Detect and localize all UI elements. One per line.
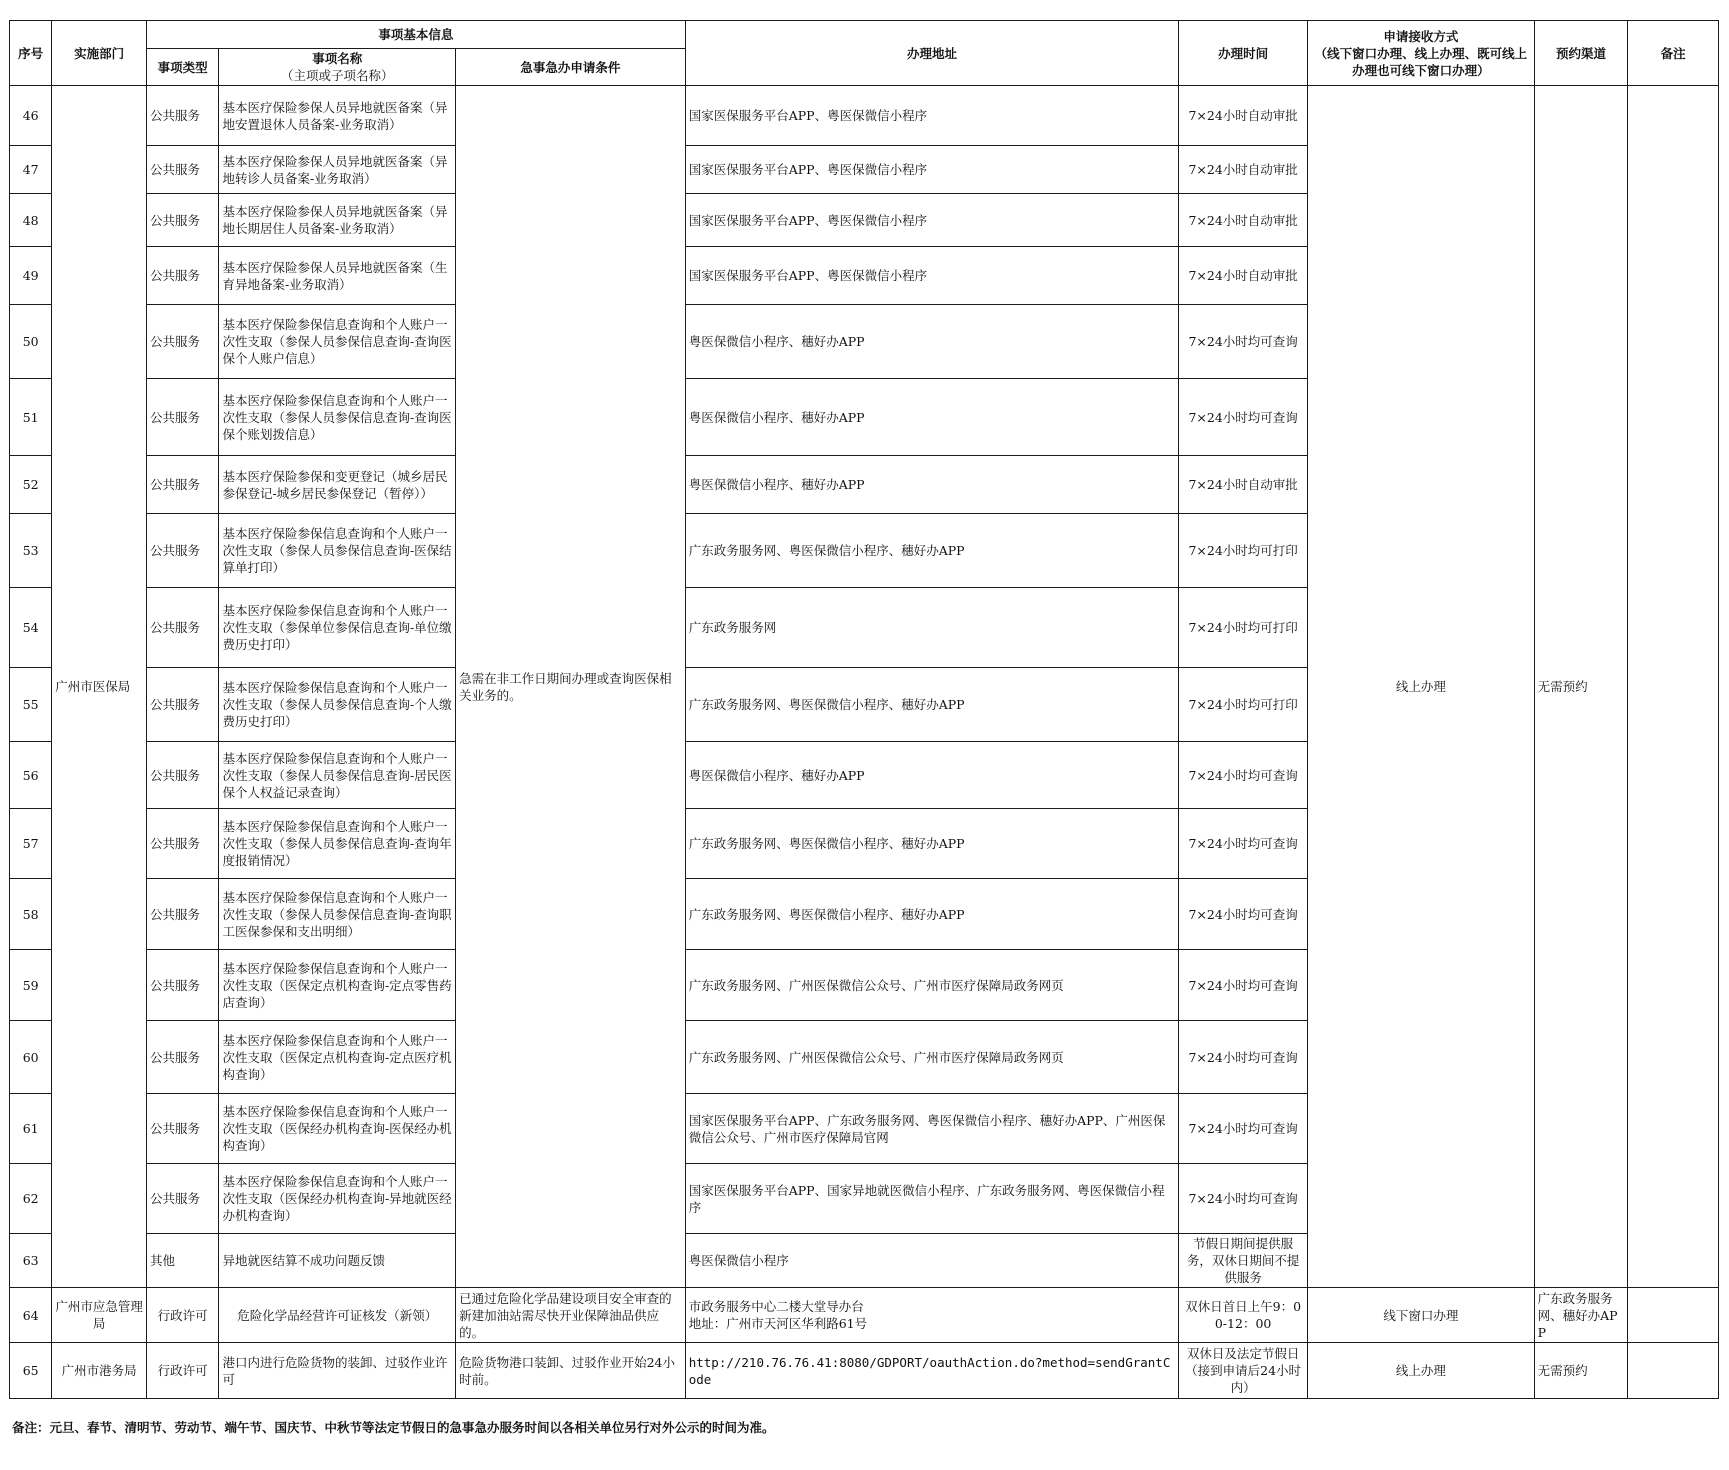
cell-address: 粤医保微信小程序、穗好办APP bbox=[685, 742, 1178, 809]
cell-type: 公共服务 bbox=[146, 305, 219, 379]
address-line1: 市政务服务中心二楼大堂导办台 bbox=[688, 1299, 864, 1314]
header-time: 办理时间 bbox=[1179, 21, 1308, 86]
cell-type: 公共服务 bbox=[146, 514, 219, 588]
cell-condition: 急需在非工作日期间办理或查询医保相关业务的。 bbox=[456, 86, 686, 1288]
cell-seq: 64 bbox=[10, 1288, 52, 1343]
cell-address: 粤医保微信小程序、穗好办APP bbox=[685, 379, 1178, 456]
header-remark: 备注 bbox=[1628, 21, 1719, 86]
cell-seq: 50 bbox=[10, 305, 52, 379]
cell-time: 7×24小时均可查询 bbox=[1179, 809, 1308, 879]
cell-address: 国家医保服务平台APP、粤医保微信小程序 bbox=[685, 146, 1178, 194]
cell-type: 公共服务 bbox=[146, 146, 219, 194]
cell-address: 国家医保服务平台APP、国家异地就医微信小程序、广东政务服务网、粤医保微信小程序 bbox=[685, 1164, 1178, 1234]
cell-type: 公共服务 bbox=[146, 1021, 219, 1094]
cell-dept: 广州市港务局 bbox=[52, 1343, 147, 1399]
cell-name: 基本医疗保险参保信息查询和个人账户一次性支取（参保人员参保信息查询-居民医保个人权益记录查询） bbox=[219, 742, 456, 809]
cell-time: 7×24小时均可查询 bbox=[1179, 1164, 1308, 1234]
cell-address: 国家医保服务平台APP、粤医保微信小程序 bbox=[685, 247, 1178, 305]
cell-type: 公共服务 bbox=[146, 247, 219, 305]
cell-name: 基本医疗保险参保信息查询和个人账户一次性支取（医保定点机构查询-定点零售药店查询） bbox=[219, 950, 456, 1021]
cell-name: 基本医疗保险参保信息查询和个人账户一次性支取（医保经办机构查询-医保经办机构查询） bbox=[219, 1094, 456, 1164]
cell-type: 公共服务 bbox=[146, 588, 219, 668]
cell-address: 广东政务服务网、广州医保微信公众号、广州市医疗保障局政务网页 bbox=[685, 950, 1178, 1021]
cell-type: 公共服务 bbox=[146, 809, 219, 879]
cell-address: 国家医保服务平台APP、粤医保微信小程序 bbox=[685, 194, 1178, 247]
cell-seq: 63 bbox=[10, 1234, 52, 1288]
cell-type: 公共服务 bbox=[146, 950, 219, 1021]
header-address: 办理地址 bbox=[685, 21, 1178, 86]
cell-type: 公共服务 bbox=[146, 456, 219, 514]
cell-remark bbox=[1628, 1343, 1719, 1399]
cell-remark bbox=[1628, 86, 1719, 1288]
cell-type: 公共服务 bbox=[146, 379, 219, 456]
cell-type: 公共服务 bbox=[146, 194, 219, 247]
cell-time: 7×24小时均可查询 bbox=[1179, 305, 1308, 379]
cell-name: 基本医疗保险参保信息查询和个人账户一次性支取（参保人员参保信息查询-个人缴费历史打印） bbox=[219, 668, 456, 742]
cell-time: 7×24小时均可查询 bbox=[1179, 950, 1308, 1021]
cell-remark bbox=[1628, 1288, 1719, 1343]
cell-channel: 广东政务服务网、穗好办APP bbox=[1534, 1288, 1628, 1343]
cell-seq: 55 bbox=[10, 668, 52, 742]
cell-seq: 48 bbox=[10, 194, 52, 247]
footnote: 备注：元旦、春节、清明节、劳动节、端午节、国庆节、中秋节等法定节假日的急事急办服务时间以各相关单位另行对外公示的时间为准。 bbox=[12, 1420, 775, 1435]
cell-seq: 57 bbox=[10, 809, 52, 879]
cell-seq: 53 bbox=[10, 514, 52, 588]
header-name bbox=[219, 49, 456, 86]
header-channel: 预约渠道 bbox=[1534, 21, 1628, 86]
cell-type: 公共服务 bbox=[146, 668, 219, 742]
cell-seq: 52 bbox=[10, 456, 52, 514]
table-body bbox=[10, 86, 1719, 1399]
cell-dept: 广州市医保局 bbox=[52, 86, 147, 1288]
cell-time: 7×24小时均可查询 bbox=[1179, 1094, 1308, 1164]
cell-address-link[interactable]: http://210.76.76.41:8080/GDPORT/oauthAction.do?method=sendGrantCode bbox=[685, 1343, 1178, 1399]
cell-address: 广东政务服务网、粤医保微信小程序、穗好办APP bbox=[685, 668, 1178, 742]
header-name-main: 事项名称 bbox=[312, 51, 363, 66]
cell-address: 粤医保微信小程序、穗好办APP bbox=[685, 305, 1178, 379]
cell-time: 7×24小时自动审批 bbox=[1179, 86, 1308, 146]
cell-address: 广东政务服务网、广州医保微信公众号、广州市医疗保障局政务网页 bbox=[685, 1021, 1178, 1094]
cell-type: 公共服务 bbox=[146, 1094, 219, 1164]
cell-channel: 无需预约 bbox=[1534, 86, 1628, 1288]
cell-name: 基本医疗保险参保人员异地就医备案（异地安置退休人员备案-业务取消） bbox=[219, 86, 456, 146]
cell-method: 线上办理 bbox=[1308, 86, 1535, 1288]
table-row bbox=[10, 1343, 1719, 1399]
header-seq: 序号 bbox=[10, 21, 52, 86]
cell-time: 7×24小时均可打印 bbox=[1179, 588, 1308, 668]
address-line2: 地址：广州市天河区华利路61号 bbox=[688, 1316, 868, 1331]
cell-time: 7×24小时自动审批 bbox=[1179, 194, 1308, 247]
cell-seq: 62 bbox=[10, 1164, 52, 1234]
cell-time: 7×24小时均可查询 bbox=[1179, 379, 1308, 456]
cell-address: 广东政务服务网、粤医保微信小程序、穗好办APP bbox=[685, 514, 1178, 588]
cell-address: 国家医保服务平台APP、粤医保微信小程序 bbox=[685, 86, 1178, 146]
cell-seq: 59 bbox=[10, 950, 52, 1021]
header-type: 事项类型 bbox=[146, 49, 219, 86]
cell-seq: 46 bbox=[10, 86, 52, 146]
cell-seq: 49 bbox=[10, 247, 52, 305]
cell-name: 危险化学品经营许可证核发（新领） bbox=[219, 1288, 456, 1343]
header-method bbox=[1308, 21, 1535, 86]
cell-seq: 61 bbox=[10, 1094, 52, 1164]
cell-type: 公共服务 bbox=[146, 879, 219, 950]
cell-time: 7×24小时均可打印 bbox=[1179, 514, 1308, 588]
cell-time: 7×24小时自动审批 bbox=[1179, 456, 1308, 514]
table-row bbox=[10, 86, 1719, 146]
cell-name: 基本医疗保险参保和变更登记（城乡居民参保登记-城乡居民参保登记（暂停）） bbox=[219, 456, 456, 514]
header-method-line1: 申请接收方式 bbox=[1383, 28, 1459, 44]
table-row bbox=[10, 1288, 1719, 1343]
cell-condition: 危险货物港口装卸、过驳作业开始24小时前。 bbox=[456, 1343, 686, 1399]
cell-name: 基本医疗保险参保人员异地就医备案（异地转诊人员备案-业务取消） bbox=[219, 146, 456, 194]
cell-seq: 65 bbox=[10, 1343, 52, 1399]
cell-type: 行政许可 bbox=[146, 1288, 219, 1343]
cell-name: 基本医疗保险参保信息查询和个人账户一次性支取（参保人员参保信息查询-查询医保个账划拨信息） bbox=[219, 379, 456, 456]
cell-address: 粤医保微信小程序、穗好办APP bbox=[685, 456, 1178, 514]
cell-time: 双休日及法定节假日（接到申请后24小时内） bbox=[1179, 1343, 1308, 1399]
cell-address: 广东政务服务网 bbox=[685, 588, 1178, 668]
cell-name: 基本医疗保险参保人员异地就医备案（生育异地备案-业务取消） bbox=[219, 247, 456, 305]
cell-dept: 广州市应急管理局 bbox=[52, 1288, 147, 1343]
cell-address: 粤医保微信小程序 bbox=[685, 1234, 1178, 1288]
cell-condition: 已通过危险化学品建设项目安全审查的新建加油站需尽快开业保障油品供应的。 bbox=[456, 1288, 686, 1343]
cell-address: 广东政务服务网、粤医保微信小程序、穗好办APP bbox=[685, 879, 1178, 950]
cell-name: 基本医疗保险参保信息查询和个人账户一次性支取（医保经办机构查询-异地就医经办机构查询） bbox=[219, 1164, 456, 1234]
cell-time: 节假日期间提供服务，双休日期间不提供服务 bbox=[1179, 1234, 1308, 1288]
cell-name: 港口内进行危险货物的装卸、过驳作业许可 bbox=[219, 1343, 456, 1399]
cell-time: 双休日首日上午9：00-12：00 bbox=[1179, 1288, 1308, 1343]
cell-seq: 47 bbox=[10, 146, 52, 194]
cell-type: 其他 bbox=[146, 1234, 219, 1288]
cell-address: 国家医保服务平台APP、广东政务服务网、粤医保微信小程序、穗好办APP、广州医保微信公众号、广州市医疗保障局官网 bbox=[685, 1094, 1178, 1164]
cell-type: 公共服务 bbox=[146, 86, 219, 146]
cell-type: 行政许可 bbox=[146, 1343, 219, 1399]
cell-seq: 60 bbox=[10, 1021, 52, 1094]
cell-seq: 51 bbox=[10, 379, 52, 456]
cell-method: 线下窗口办理 bbox=[1308, 1288, 1535, 1343]
cell-address bbox=[685, 1288, 1178, 1343]
cell-seq: 58 bbox=[10, 879, 52, 950]
cell-type: 公共服务 bbox=[146, 1164, 219, 1234]
cell-method: 线上办理 bbox=[1308, 1343, 1535, 1399]
header-name-sub: （主项或子项名称） bbox=[281, 68, 394, 83]
service-table bbox=[9, 20, 1719, 1399]
cell-name: 基本医疗保险参保信息查询和个人账户一次性支取（医保定点机构查询-定点医疗机构查询） bbox=[219, 1021, 456, 1094]
cell-address: 广东政务服务网、粤医保微信小程序、穗好办APP bbox=[685, 809, 1178, 879]
cell-name: 基本医疗保险参保信息查询和个人账户一次性支取（参保单位参保信息查询-单位缴费历史打印） bbox=[219, 588, 456, 668]
header-condition: 急事急办申请条件 bbox=[456, 49, 686, 86]
cell-name: 异地就医结算不成功问题反馈 bbox=[219, 1234, 456, 1288]
cell-name: 基本医疗保险参保信息查询和个人账户一次性支取（参保人员参保信息查询-查询年度报销情况） bbox=[219, 809, 456, 879]
cell-time: 7×24小时均可查询 bbox=[1179, 742, 1308, 809]
cell-time: 7×24小时自动审批 bbox=[1179, 146, 1308, 194]
cell-time: 7×24小时均可打印 bbox=[1179, 668, 1308, 742]
cell-seq: 54 bbox=[10, 588, 52, 668]
cell-name: 基本医疗保险参保信息查询和个人账户一次性支取（参保人员参保信息查询-查询职工医保参保和支出明细） bbox=[219, 879, 456, 950]
cell-name: 基本医疗保险参保信息查询和个人账户一次性支取（参保人员参保信息查询-医保结算单打印） bbox=[219, 514, 456, 588]
cell-name: 基本医疗保险参保信息查询和个人账户一次性支取（参保人员参保信息查询-查询医保个人账户信息） bbox=[219, 305, 456, 379]
cell-channel: 无需预约 bbox=[1534, 1343, 1628, 1399]
cell-type: 公共服务 bbox=[146, 742, 219, 809]
cell-seq: 56 bbox=[10, 742, 52, 809]
cell-name: 基本医疗保险参保人员异地就医备案（异地长期居住人员备案-业务取消） bbox=[219, 194, 456, 247]
cell-time: 7×24小时均可查询 bbox=[1179, 879, 1308, 950]
cell-time: 7×24小时自动审批 bbox=[1179, 247, 1308, 305]
header-dept: 实施部门 bbox=[52, 21, 147, 86]
header-method-line2: （线下窗口办理、线上办理、既可线上办理也可线下窗口办理） bbox=[1314, 45, 1528, 78]
header-basic-info: 事项基本信息 bbox=[146, 21, 685, 49]
cell-time: 7×24小时均可查询 bbox=[1179, 1021, 1308, 1094]
